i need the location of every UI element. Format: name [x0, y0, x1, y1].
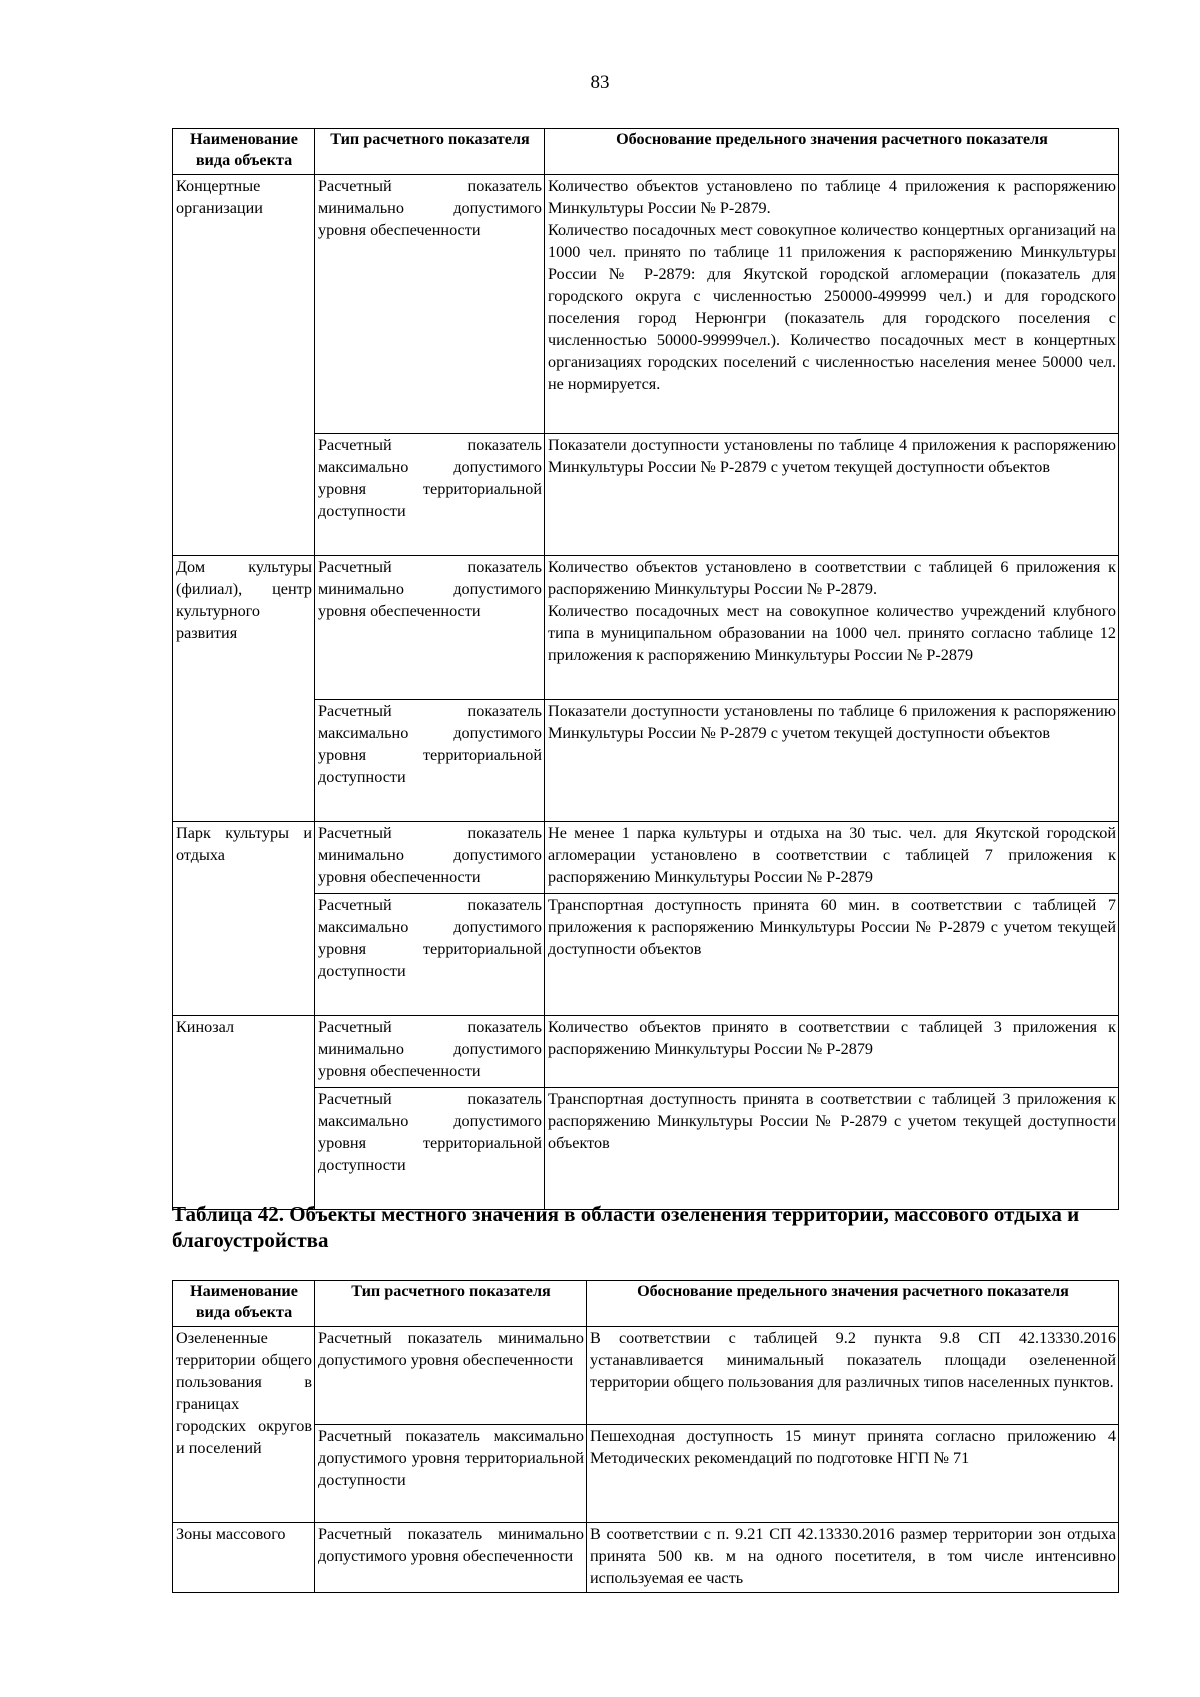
basis-cell: В соответствии с таблицей 9.2 пункта 9.8 СП 42.13330.2016 устанавливается минимальный показатель площади озелененной территории общего пользования для различных типов населенных пунктов.: [587, 1327, 1119, 1425]
basis-paragraph: Количество объектов установлено в соответствии с таблицей 6 приложения к распоряжению Минкультуры России № Р-2879.: [548, 558, 1116, 598]
table-row: [173, 1327, 1119, 1425]
indicator-type-cell: Расчетный показатель максимально допустимого уровня территориальной доступности: [315, 1088, 545, 1210]
table-row: [173, 894, 1119, 1016]
basis-cell: Показатели доступности установлены по таблице 6 приложения к распоряжению Минкультуры России № Р-2879 с учетом текущей доступности объектов: [545, 700, 1119, 822]
basis-paragraph: Количество посадочных мест совокупное количество концертных организаций на 1000 чел. принято по таблице 11 приложения к распоряжению Минкультуры России № Р-2879: для Якутской городской агломерации (показатель для городского округа с численностью 250000-499999 чел.) и для городского поселения город Нерюнгри (показатель для городского поселения с численностью 50000-99999чел.). Количество посадочных мест в концертных организациях городских поселений с численностью населения менее 50000 чел. не нормируется.: [548, 221, 1116, 393]
column-header-basis: Обоснование предельного значения расчетного показателя: [587, 1281, 1119, 1327]
indicator-type-cell: Расчетный показатель максимально допустимого уровня территориальной доступности: [315, 1425, 587, 1523]
table-row: [173, 700, 1119, 822]
table-culture-objects: [172, 128, 1119, 1210]
table-row: [173, 175, 1119, 434]
basis-cell: Транспортная доступность принята в соответствии с таблицей 3 приложения к распоряжению Минкультуры России № Р-2879 с учетом текущей доступности объектов: [545, 1088, 1119, 1210]
table-row: [173, 1425, 1119, 1523]
basis-cell: Транспортная доступность принята 60 мин. в соответствии с таблицей 7 приложения к распоряжению Минкультуры России № Р-2879 с учетом текущей доступности объектов: [545, 894, 1119, 1016]
basis-cell: Показатели доступности установлены по таблице 4 приложения к распоряжению Минкультуры России № Р-2879 с учетом текущей доступности объектов: [545, 434, 1119, 556]
basis-cell: [545, 175, 1119, 434]
indicator-type-cell: Расчетный показатель минимально допустимого уровня обеспеченности: [315, 175, 545, 434]
basis-paragraph: Количество объектов установлено по таблице 4 приложения к распоряжению Минкультуры России № Р-2879.: [548, 177, 1116, 217]
indicator-type-cell: Расчетный показатель максимально допустимого уровня территориальной доступности: [315, 434, 545, 556]
table-header-row: [173, 129, 1119, 175]
table-42-caption: Таблица 42. Объекты местного значения в области озеленения территории, массового отдыха и благоустройства: [172, 1202, 1080, 1252]
column-header-indicator-type: Тип расчетного показателя: [315, 129, 545, 175]
object-name-cell: Парк культуры и отдыха: [173, 822, 315, 1016]
column-header-basis: Обоснование предельного значения расчетного показателя: [545, 129, 1119, 175]
basis-paragraph: Количество посадочных мест на совокупное количество учреждений клубного типа в муниципальном образовании на 1000 чел. принято согласно таблице 12 приложения к распоряжению Минкультуры России № Р-2879: [548, 602, 1116, 664]
table-row: [173, 556, 1119, 700]
indicator-type-cell: Расчетный показатель минимально допустимого уровня обеспеченности: [315, 1523, 587, 1593]
object-name-cell: Озелененные территории общего пользования в границах городских округов и поселений: [173, 1327, 315, 1523]
column-header-object-name: Наименование вида объекта: [173, 1281, 315, 1327]
basis-cell: В соответствии с п. 9.21 СП 42.13330.2016 размер территории зон отдыха принята 500 кв. м на одного посетителя, в том числе интенсивно используемая ее часть: [587, 1523, 1119, 1593]
object-name-cell: Дом культуры (филиал), центр культурного развития: [173, 556, 315, 822]
table-row: [173, 1523, 1119, 1593]
indicator-type-cell: Расчетный показатель минимально допустимого уровня обеспеченности: [315, 1016, 545, 1088]
basis-cell: Не менее 1 парка культуры и отдыха на 30 тыс. чел. для Якутской городской агломерации установлено в соответствии с таблицей 7 приложения к распоряжению Минкультуры России № Р-2879: [545, 822, 1119, 894]
column-header-indicator-type: Тип расчетного показателя: [315, 1281, 587, 1327]
table-greening-objects: [172, 1280, 1119, 1593]
table-row: [173, 1016, 1119, 1088]
basis-cell: Количество объектов принято в соответствии с таблицей 3 приложения к распоряжению Минкультуры России № Р-2879: [545, 1016, 1119, 1088]
indicator-type-cell: Расчетный показатель минимально допустимого уровня обеспеченности: [315, 1327, 587, 1425]
page-number: 83: [590, 72, 610, 93]
table-row: [173, 434, 1119, 556]
column-header-object-name: Наименование вида объекта: [173, 129, 315, 175]
object-name-cell: Зоны массового: [173, 1523, 315, 1593]
basis-cell: Пешеходная доступность 15 минут принята согласно приложению 4 Методических рекомендаций по подготовке НГП № 71: [587, 1425, 1119, 1523]
object-name-cell: Кинозал: [173, 1016, 315, 1210]
table-row: [173, 822, 1119, 894]
indicator-type-cell: Расчетный показатель максимально допустимого уровня территориальной доступности: [315, 700, 545, 822]
table-row: [173, 1088, 1119, 1210]
indicator-type-cell: Расчетный показатель минимально допустимого уровня обеспеченности: [315, 556, 545, 700]
object-name-cell: Концертные организации: [173, 175, 315, 556]
basis-cell: [545, 556, 1119, 700]
indicator-type-cell: Расчетный показатель максимально допустимого уровня территориальной доступности: [315, 894, 545, 1016]
indicator-type-cell: Расчетный показатель минимально допустимого уровня обеспеченности: [315, 822, 545, 894]
table-header-row: [173, 1281, 1119, 1327]
